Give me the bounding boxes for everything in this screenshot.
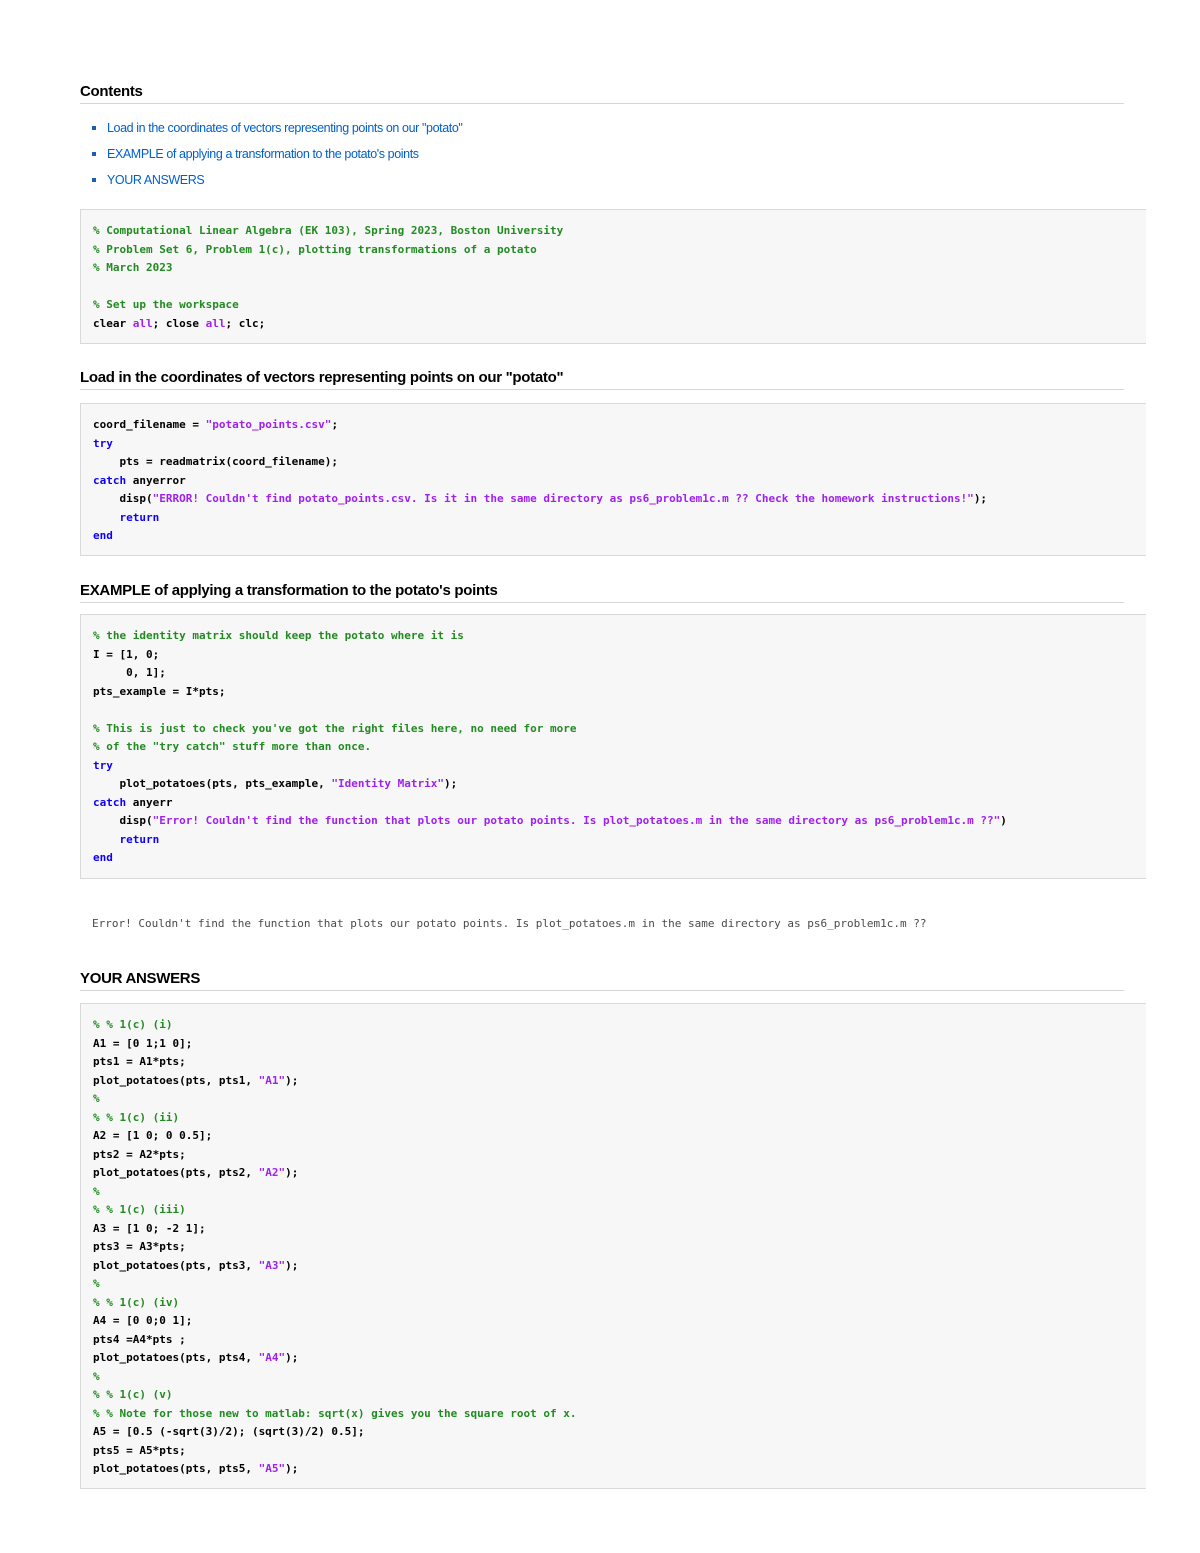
code-line: pts3 = A3*pts; [93,1240,186,1253]
code-line: % % 1(c) (v) [93,1388,173,1401]
contents-section [80,83,1124,193]
code-line [93,701,1146,720]
code-line: % % 1(c) (ii) [93,1110,180,1124]
contents-list [80,115,1124,193]
code-line: pts2 = A2*pts; [93,1147,186,1161]
code-line: plot_potatoes(pts, pts3, "A3"); [93,1258,299,1272]
code-line: % % 1(c) (i) [93,1018,173,1031]
code-line: % the identity matrix should keep the potato where it is [93,629,464,642]
code-line: catch anyerr [93,795,173,809]
code-line: pts5 = A5*pts; [93,1443,186,1457]
code-line: % [93,1092,100,1105]
code-line: % [93,1277,100,1290]
code-line: % [93,1184,100,1198]
code-line: end [93,851,113,864]
code-line: clear all; close all; clc; [93,316,266,330]
code-line: A5 = [0.5 (-sqrt(3)/2); (sqrt(3)/2) 0.5]; [93,1425,365,1438]
code-line: A4 = [0 0;0 1]; [93,1314,193,1327]
section-load [80,369,1124,390]
code-line: % Computational Linear Algebra (EK 103), Spring 2023, Boston University [93,224,564,237]
contents-link-example[interactable]: EXAMPLE of applying a transformation to the potato's points [107,147,419,161]
code-line: try [93,758,113,772]
code-block-header [80,209,1146,344]
section-answers [80,970,1124,991]
code-line: catch anyerror [93,473,186,487]
code-line: end [93,529,113,542]
contents-link-load[interactable]: Load in the coordinates of vectors representing points on our "potato" [107,121,463,135]
code-line: % % 1(c) (iii) [93,1203,186,1216]
section-example [80,582,1124,603]
section-load-heading: Load in the coordinates of vectors representing points on our "potato" [80,369,1124,390]
code-line: pts4 =A4*pts ; [93,1332,186,1346]
code-line: disp("Error! Couldn't find the function that plots our potato points. Is plot_potatoes.m in the same directory as ps6_problem1c.m ??") [93,814,1007,827]
code-block-example [80,614,1146,879]
code-line: 0, 1]; [93,666,166,679]
code-output: Error! Couldn't find the function that plots our potato points. Is plot_potatoes.m in the same directory as ps6_problem1c.m ?? [92,917,927,930]
code-line: I = [1, 0; [93,647,160,661]
code-line: % % Note for those new to matlab: sqrt(x) gives you the square root of x. [93,1406,577,1420]
code-line: plot_potatoes(pts, pts_example, "Identity Matrix"); [93,777,458,790]
code-line: % [93,1369,100,1383]
code-block-answers [80,1003,1146,1489]
code-line: % % 1(c) (iv) [93,1295,180,1309]
code-line [93,278,1146,297]
code-line: A3 = [1 0; -2 1]; [93,1221,206,1235]
code-line: pts_example = I*pts; [93,684,226,698]
contents-item [92,141,1124,167]
code-line: plot_potatoes(pts, pts1, "A1"); [93,1073,299,1087]
contents-item [92,115,1124,141]
code-line: A1 = [0 1;1 0]; [93,1036,193,1050]
code-line: return [119,510,160,524]
contents-heading: Contents [80,83,1124,104]
code-line: coord_filename = "potato_points.csv"; [93,418,339,431]
code-block-load [80,403,1146,556]
section-answers-heading: YOUR ANSWERS [80,970,1124,991]
code-line: % Set up the workspace [93,298,239,311]
code-line: % Problem Set 6, Problem 1(c), plotting transformations of a potato [93,242,537,256]
contents-link-answers[interactable]: YOUR ANSWERS [107,173,205,187]
contents-item [92,167,1124,193]
code-line: plot_potatoes(pts, pts5, "A5"); [93,1462,299,1475]
code-line: % This is just to check you've got the right files here, no need for more [93,721,577,735]
code-line: return [119,832,160,846]
code-line: plot_potatoes(pts, pts4, "A4"); [93,1351,299,1364]
section-example-heading: EXAMPLE of applying a transformation to the potato's points [80,582,1124,603]
code-line: disp("ERROR! Couldn't find potato_points.csv. Is it in the same directory as ps6_problem1c.m ?? Check the homework instructions!"); [93,492,988,505]
code-line: % of the "try catch" stuff more than once. [93,740,372,753]
code-line: A2 = [1 0; 0 0.5]; [93,1129,213,1142]
code-line: pts1 = A1*pts; [93,1055,186,1068]
code-line: % March 2023 [93,261,173,274]
code-line: try [93,436,113,450]
code-line: plot_potatoes(pts, pts2, "A2"); [93,1166,299,1179]
code-line: pts = readmatrix(coord_filename); [93,455,339,468]
